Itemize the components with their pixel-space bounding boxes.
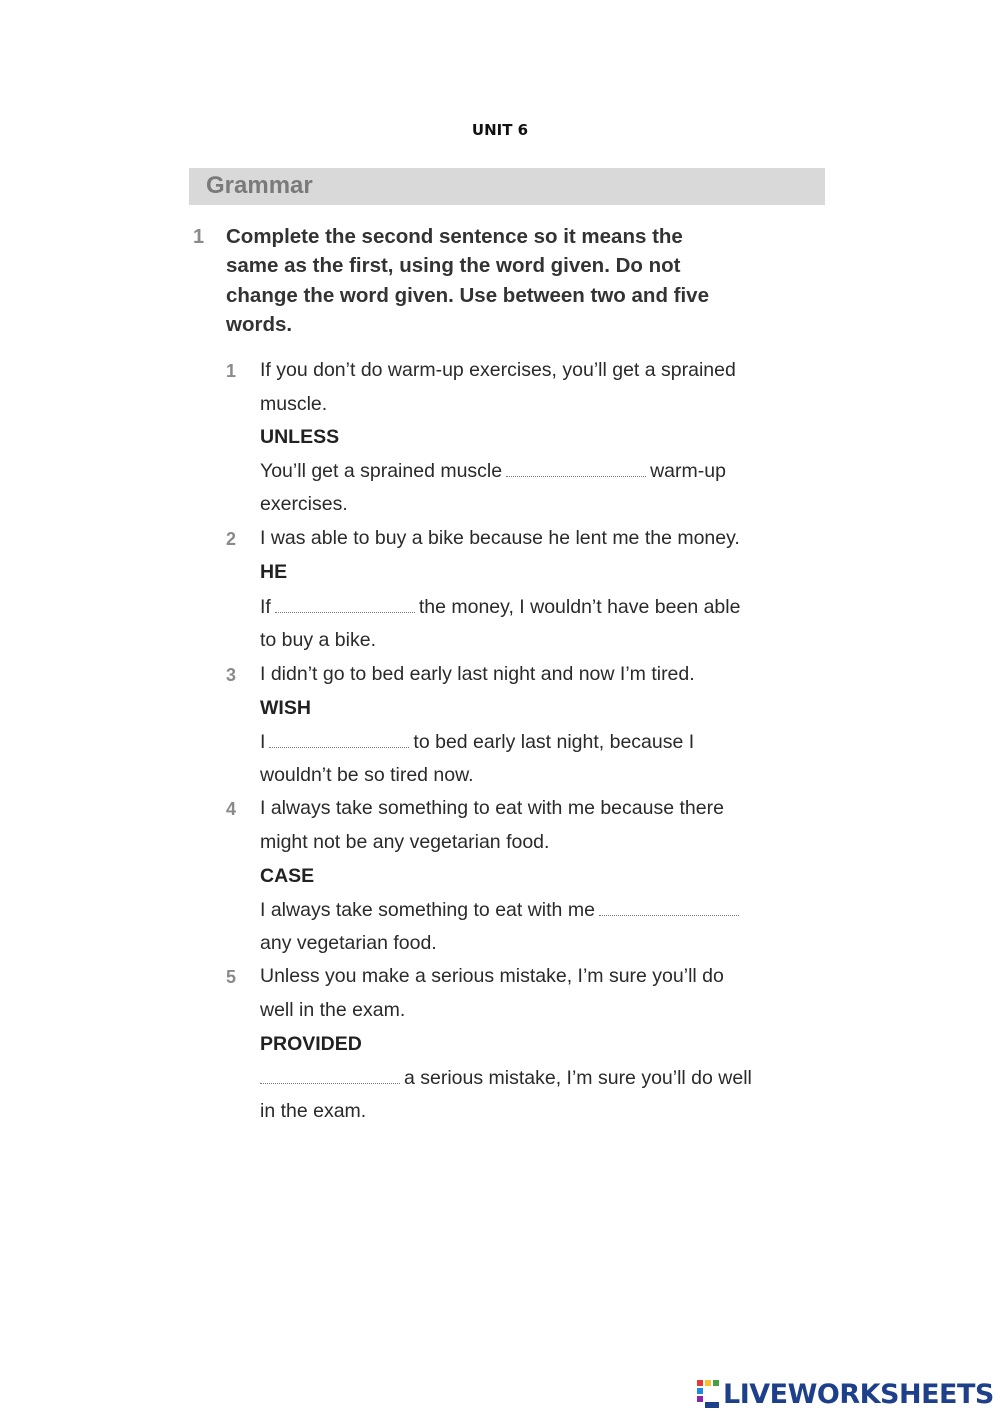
question-prompt: I always take something to eat with me because there: [260, 797, 724, 819]
answer-text-before: If: [260, 596, 271, 618]
key-word: HE: [260, 561, 288, 583]
question-prompt: well in the exam.: [260, 999, 406, 1021]
answer-blank[interactable]: [269, 733, 409, 748]
answer-text-before: You’ll get a sprained muscle: [260, 460, 503, 482]
key-word: WISH: [260, 697, 311, 719]
question-number: 4: [226, 799, 237, 819]
answer-sentence: [260, 731, 694, 754]
unit-title: UNIT 6: [471, 121, 529, 139]
section-title: Grammar: [206, 172, 313, 199]
question-prompt: muscle.: [260, 393, 328, 415]
section-header: [189, 168, 825, 205]
instruction-line: Complete the second sentence so it means the: [226, 225, 683, 248]
answer-sentence: [260, 596, 740, 619]
answer-continuation: any vegetarian food.: [260, 932, 437, 954]
exercise-number: 1: [193, 226, 205, 248]
question-prompt: If you don’t do warm-up exercises, you’ll get a sprained: [260, 359, 736, 381]
answer-blank[interactable]: [599, 901, 739, 916]
answer-sentence: [260, 1067, 752, 1090]
question-prompt: I was able to buy a bike because he lent me the money.: [260, 527, 740, 549]
answer-continuation: in the exam.: [260, 1100, 367, 1122]
key-word: CASE: [260, 865, 315, 887]
answer-text-after: a serious mistake, I’m sure you’ll do well: [404, 1067, 752, 1089]
answer-text-after: warm-up: [650, 460, 726, 482]
brand-name: LIVEWORKSHEETS: [723, 1378, 994, 1410]
key-word: UNLESS: [260, 426, 340, 448]
answer-text-after: to bed early last night, because I: [413, 731, 695, 753]
answer-text-before: I: [260, 731, 266, 753]
question-prompt: Unless you make a serious mistake, I’m sure you’ll do: [260, 965, 724, 987]
answer-sentence: [260, 460, 726, 483]
instruction-line: same as the first, using the word given. Do not: [226, 254, 681, 278]
answer-continuation: wouldn’t be so tired now.: [260, 764, 474, 786]
answer-blank[interactable]: [275, 598, 415, 613]
answer-continuation: to buy a bike.: [260, 629, 376, 651]
question-prompt: I didn’t go to bed early last night and now I’m tired.: [260, 663, 695, 685]
answer-blank[interactable]: [506, 462, 646, 477]
answer-sentence: [260, 899, 743, 922]
answer-blank[interactable]: [260, 1069, 400, 1084]
question-number: 3: [226, 665, 237, 685]
answer-text-after: the money, I wouldn’t have been able: [418, 596, 741, 618]
instruction-line: words.: [226, 312, 293, 336]
question-number: 1: [226, 361, 237, 381]
instruction-line: change the word given. Use between two and five: [226, 283, 709, 307]
question-number: 2: [226, 529, 237, 549]
liveworksheets-logo-icon: [697, 1380, 719, 1408]
liveworksheets-logo: [697, 1378, 995, 1410]
answer-continuation: exercises.: [260, 493, 348, 515]
key-word: PROVIDED: [260, 1033, 362, 1055]
answer-text-before: I always take something to eat with me: [260, 899, 595, 921]
question-prompt: might not be any vegetarian food.: [260, 831, 550, 853]
question-number: 5: [226, 967, 237, 987]
exercise-instruction: [226, 222, 816, 339]
